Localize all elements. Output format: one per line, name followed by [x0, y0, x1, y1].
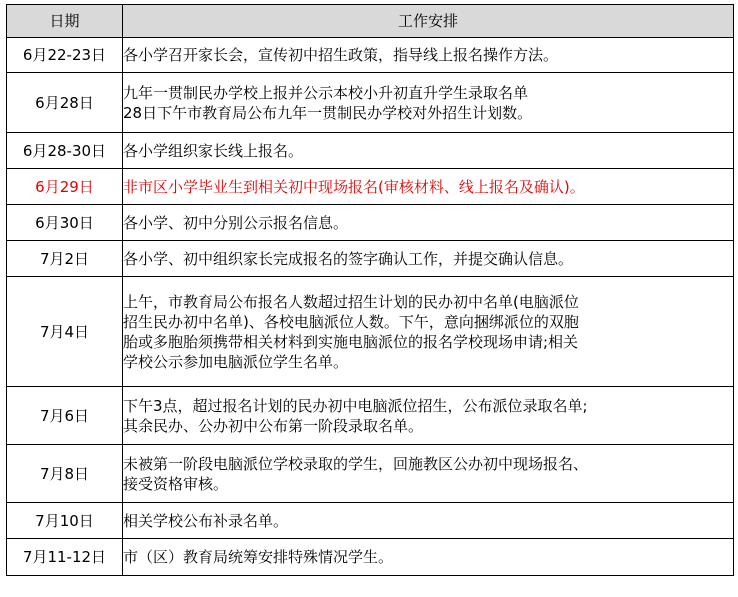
header-row [7, 5, 734, 38]
row-date: 7月8日 [7, 445, 123, 503]
task-line: 招生民办初中名单)、各校电脑派位人数。下午，意向捆绑派位的双胞 [123, 312, 579, 331]
task-line: 接受资格审核。 [123, 474, 229, 493]
row-date: 6月22-23日 [7, 38, 123, 73]
table-row [7, 387, 734, 445]
row-task [123, 73, 734, 133]
task-line: 各小学组织家长线上报名。 [123, 141, 304, 160]
row-task [123, 241, 734, 277]
task-line: 下午3点，超过报名计划的民办初中电脑派位招生，公布派位录取名单; [123, 396, 588, 415]
table-row [7, 133, 734, 169]
table-row-highlighted [7, 169, 734, 205]
row-task [123, 277, 734, 387]
row-date: 7月10日 [7, 503, 123, 539]
row-task [123, 205, 734, 241]
row-task [123, 445, 734, 503]
enrollment-schedule-table [6, 4, 734, 576]
task-column-header: 工作安排 [123, 5, 734, 38]
table-row [7, 38, 734, 73]
task-line: 相关学校公布补录名单。 [123, 511, 289, 530]
row-date: 7月4日 [7, 277, 123, 387]
table-row [7, 445, 734, 503]
row-task [123, 133, 734, 169]
task-line: 各小学召开家长会，宣传初中招生政策，指导线上报名操作方法。 [123, 46, 559, 64]
task-line: 九年一贯制民办学校上报并公示本校小升初直升学生录取名单 [123, 83, 529, 102]
task-line: 28日下午市教育局公布九年一贯制民办学校对外招生计划数。 [123, 103, 533, 122]
row-date: 6月28-30日 [7, 133, 123, 169]
task-line: 市（区）教育局统筹安排特殊情况学生。 [123, 548, 394, 566]
row-task [123, 38, 734, 73]
table-row [7, 503, 734, 539]
table-row [7, 73, 734, 133]
row-task [123, 539, 734, 576]
row-date: 7月6日 [7, 387, 123, 445]
date-column-header: 日期 [7, 5, 123, 38]
table-row [7, 277, 734, 387]
row-date: 7月11-12日 [7, 539, 123, 576]
row-date: 6月29日 [7, 169, 123, 205]
row-task [123, 503, 734, 539]
row-task [123, 387, 734, 445]
task-line: 胎或多胞胎须携带相关材料到实施电脑派位的报名学校现场申请;相关 [123, 332, 579, 351]
task-line: 各小学、初中分别公示报名信息。 [123, 213, 349, 232]
task-line: 学校公示参加电脑派位学生名单。 [123, 352, 349, 371]
row-task [123, 169, 734, 205]
task-line: 其余民办、公办初中公布第一阶段录取名单。 [123, 416, 424, 435]
row-date: 6月30日 [7, 205, 123, 241]
table-row [7, 205, 734, 241]
row-date: 7月2日 [7, 241, 123, 277]
table-row [7, 241, 734, 277]
task-line: 未被第一阶段电脑派位学校录取的学生，回施教区公办初中现场报名、 [123, 454, 589, 473]
task-line: 上午，市教育局公布报名人数超过招生计划的民办初中名单(电脑派位 [123, 292, 579, 311]
row-date: 6月28日 [7, 73, 123, 133]
table-row [7, 539, 734, 576]
task-line: 各小学、初中组织家长完成报名的签字确认工作，并提交确认信息。 [123, 249, 574, 268]
task-line: 非市区小学毕业生到相关初中现场报名(审核材料、线上报名及确认)。 [123, 177, 585, 196]
